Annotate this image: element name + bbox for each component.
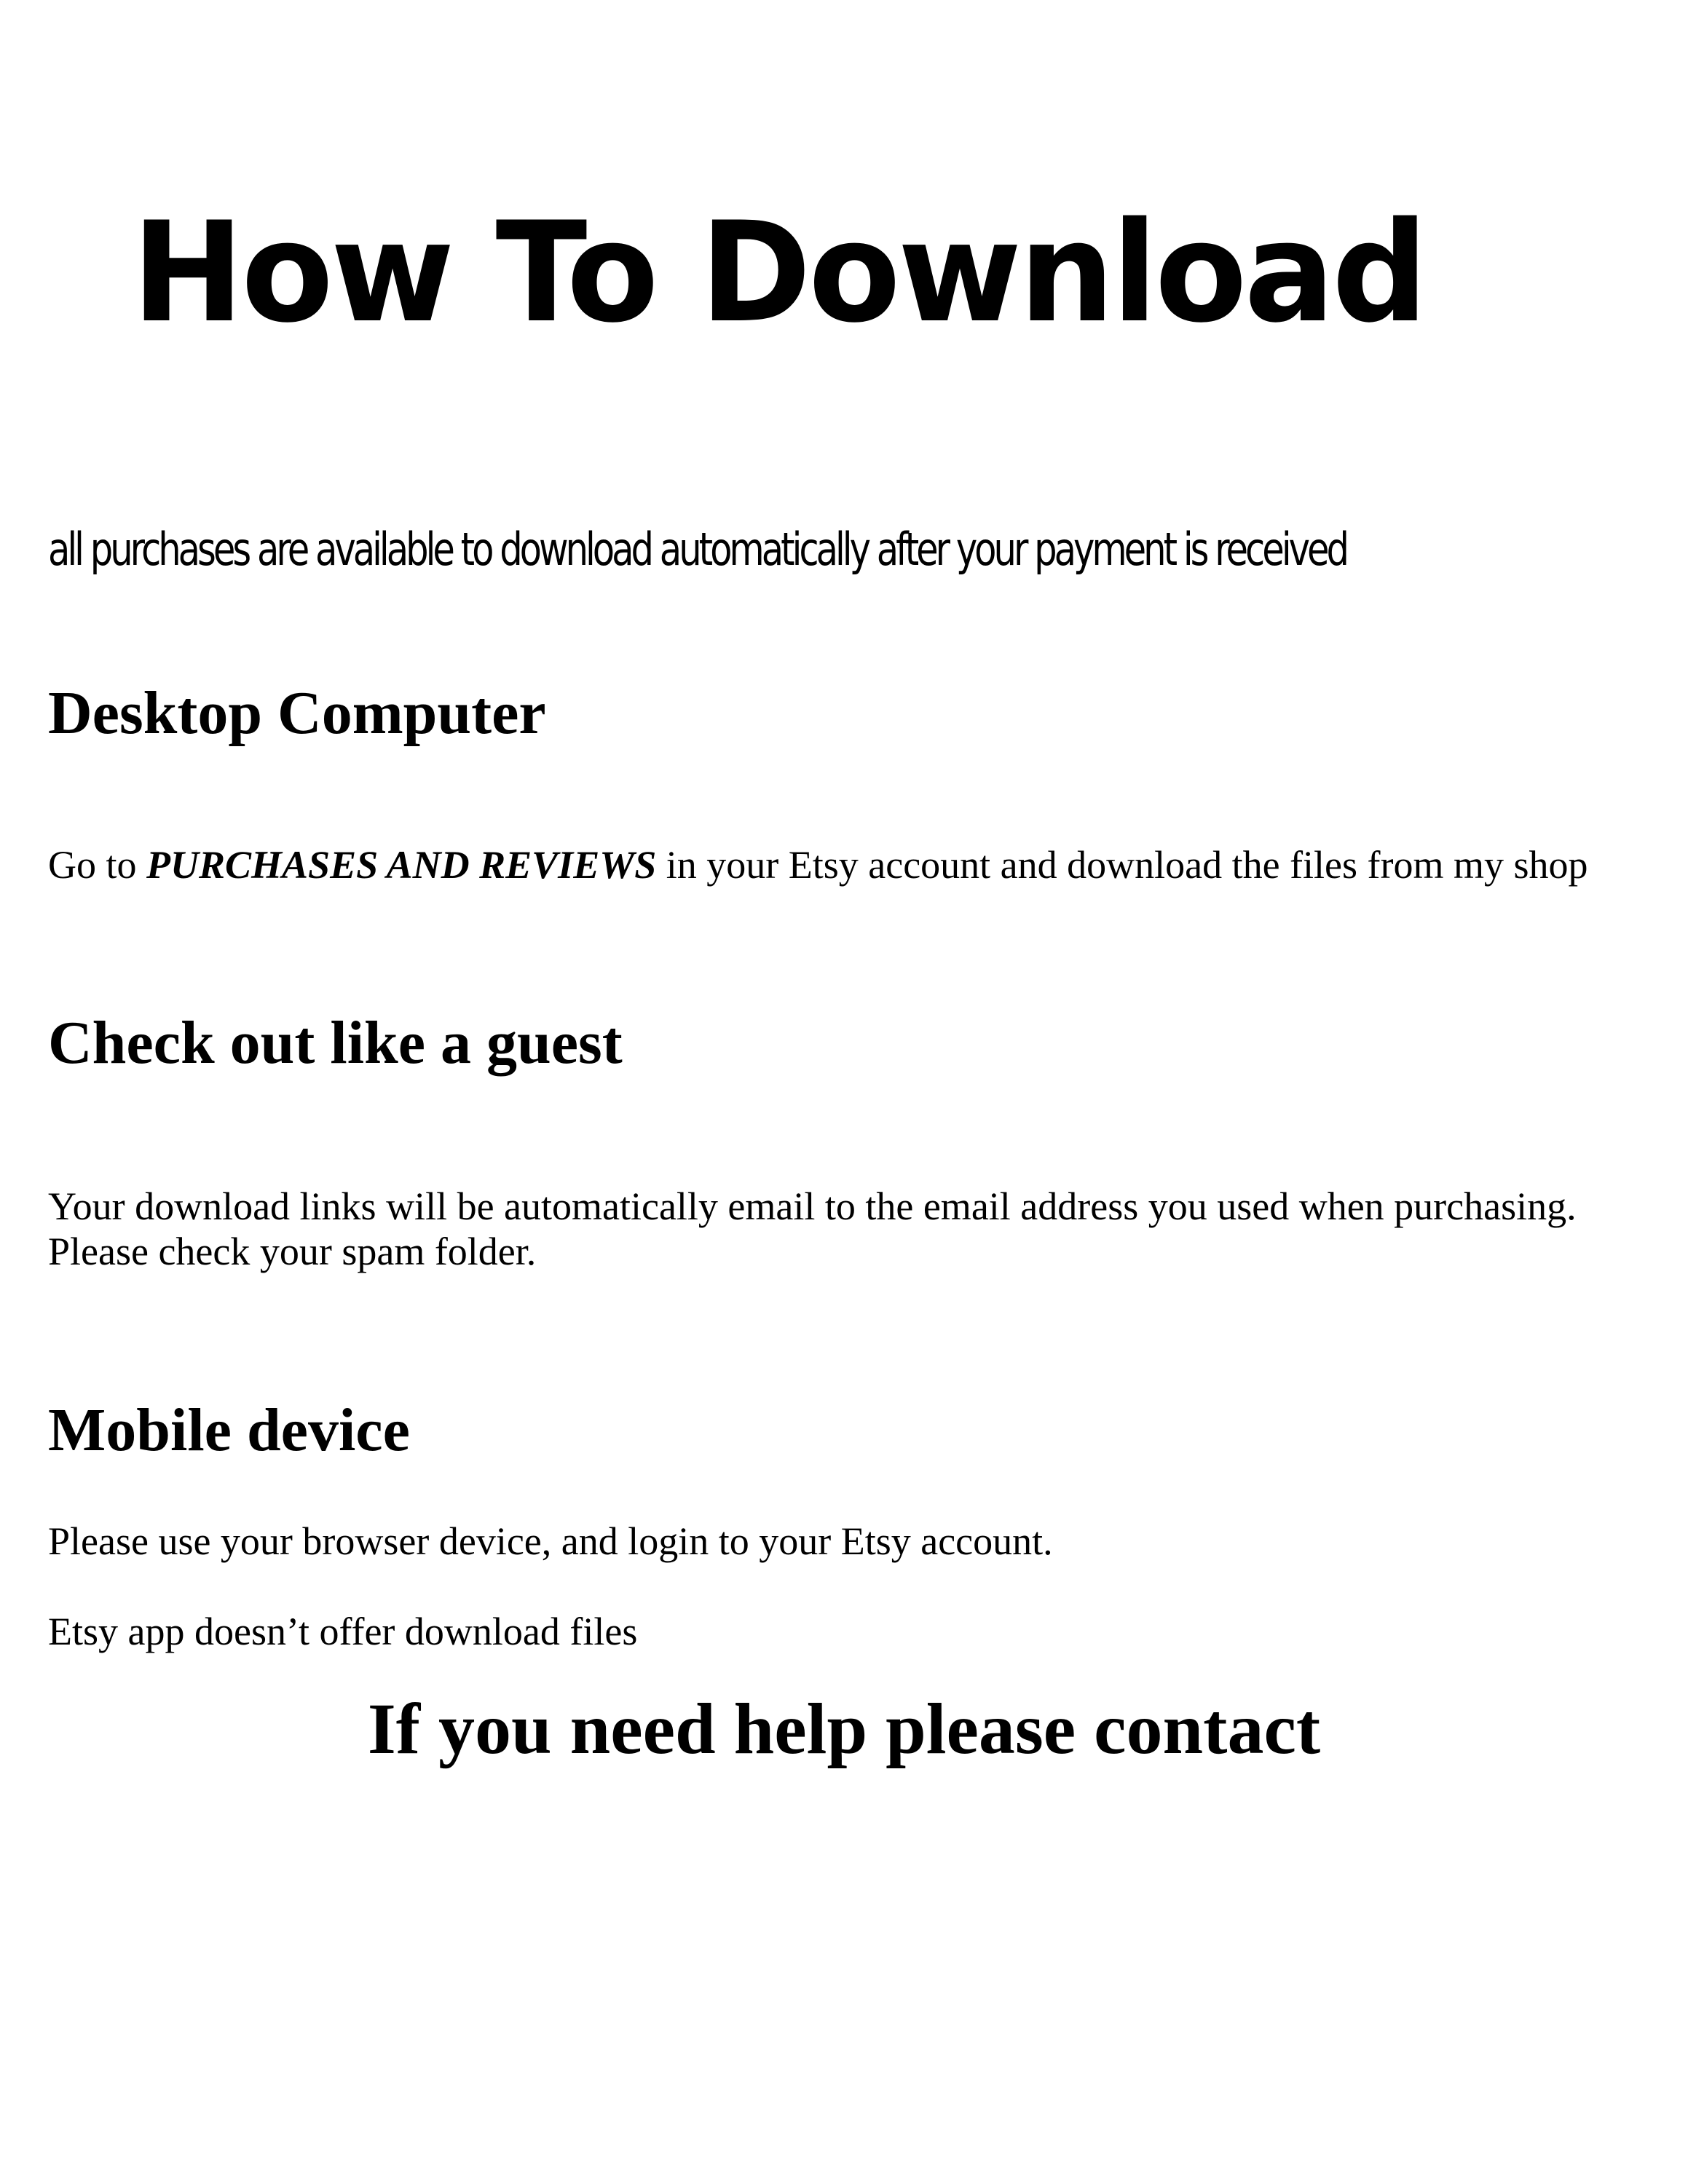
desktop-text-before: Go to	[48, 843, 146, 887]
mobile-instructions-line2: Etsy app doesn’t offer download files	[48, 1610, 638, 1653]
guest-instructions-line1: Your download links will be automatically email to the email address you used when purchasing.	[48, 1184, 1577, 1228]
desktop-text-after: in your Etsy account and download the files from my shop	[656, 843, 1588, 887]
desktop-instructions	[48, 842, 1588, 887]
guest-instructions-line2: Please check your spam folder.	[48, 1230, 537, 1273]
contact-heading: If you need help please contact	[367, 1688, 1321, 1769]
page-title: How To Download	[131, 192, 1426, 353]
mobile-instructions-line1: Please use your browser device, and login to your Etsy account.	[48, 1519, 1053, 1563]
purchases-and-reviews-emphasis: PURCHASES AND REVIEWS	[146, 843, 657, 887]
mobile-heading: Mobile device	[48, 1396, 410, 1464]
desktop-heading: Desktop Computer	[48, 679, 546, 747]
subtitle: all purchases are available to download automatically after your payment is received	[48, 523, 1346, 576]
guest-heading: Check out like a guest	[48, 1009, 623, 1077]
